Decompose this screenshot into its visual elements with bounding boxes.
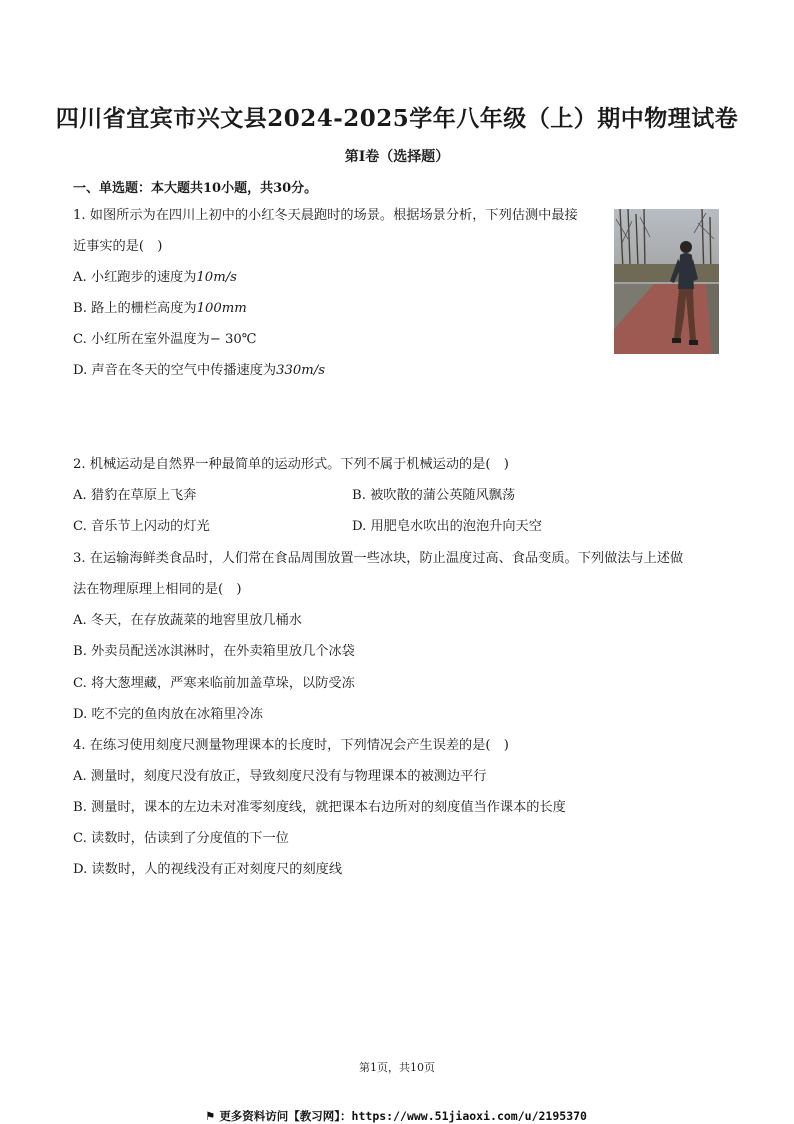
section-heading: 一、单选题：本大题共10小题，共30分。 [73,181,318,196]
q1-option-b-text: B. 路上的栅栏高度为 [73,301,197,316]
q1-option-a-value: 10m/s [196,270,237,285]
q1-option-b-value: 100mm [196,301,247,316]
q1-option-a[interactable] [73,269,237,287]
q2-option-c[interactable]: C. 音乐节上闪动的灯光 [73,519,210,534]
q2-option-b[interactable]: B. 被吹散的蒲公英随风飘荡 [352,488,516,503]
q1-option-a-text: A. 小红跑步的速度为 [73,270,197,285]
q1-option-c[interactable] [73,331,256,349]
q1-stem-line1: 1. 如图所示为在四川上初中的小红冬天晨跑时的场景。根据场景分析，下列估测中最接 [73,208,578,223]
q3-stem-line2: 法在物理原理上相同的是( ) [73,582,242,597]
runner-photo [614,209,719,354]
q4-option-d[interactable]: D. 读数时，人的视线没有正对刻度尺的刻度线 [73,862,343,877]
exam-title: 四川省宜宾市兴文县2024-2025学年八年级（上）期中物理试卷 [55,105,739,132]
resource-link-text: 更多资料访问【教习网】：https://www.51jiaoxi.com/u/2195370 [219,1109,587,1123]
q2-stem: 2. 机械运动是自然界一种最简单的运动形式。下列不属于机械运动的是( ) [73,457,509,472]
q1-option-d[interactable] [73,362,325,380]
q3-option-a[interactable]: A. 冬天，在存放蔬菜的地窖里放几桶水 [73,613,302,628]
q1-option-d-value: 330m/s [276,363,326,378]
flag-icon: ⚑ [205,1109,216,1123]
q1-stem-line2: 近事实的是( ) [73,239,163,254]
q1-option-c-value: − 30℃ [209,332,257,347]
q4-option-c[interactable]: C. 读数时，估读到了分度值的下一位 [73,831,289,846]
q3-option-b[interactable]: B. 外卖员配送冰淇淋时，在外卖箱里放几个冰袋 [73,644,355,659]
resource-link[interactable] [205,1108,587,1124]
exam-subtitle: 第I卷（选择题） [344,149,450,165]
q3-option-d[interactable]: D. 吃不完的鱼肉放在冰箱里冷冻 [73,707,263,722]
q2-option-d[interactable]: D. 用肥皂水吹出的泡泡升向天空 [352,519,542,534]
q4-stem: 4. 在练习使用刻度尺测量物理课本的长度时，下列情况会产生误差的是( ) [73,738,509,753]
q1-option-b[interactable] [73,300,247,318]
q2-option-a[interactable]: A. 猎豹在草原上飞奔 [73,488,197,503]
runner-photo-image [614,209,719,354]
page-number: 第1页，共10页 [359,1061,435,1074]
q3-stem-line1: 3. 在运输海鲜类食品时，人们常在食品周围放置一些冰块，防止温度过高、食品变质。下列做法与上述做 [73,551,684,566]
q1-option-c-text: C. 小红所在室外温度为 [73,332,210,347]
q1-option-d-text: D. 声音在冬天的空气中传播速度为 [73,363,277,378]
q4-option-b[interactable]: B. 测量时，课本的左边未对准零刻度线，就把课本右边所对的刻度值当作课本的长度 [73,800,566,815]
q3-option-c[interactable]: C. 将大葱埋藏，严寒来临前加盖草垛，以防受冻 [73,676,355,691]
q4-option-a[interactable]: A. 测量时，刻度尺没有放正，导致刻度尺没有与物理课本的被测边平行 [73,769,487,784]
